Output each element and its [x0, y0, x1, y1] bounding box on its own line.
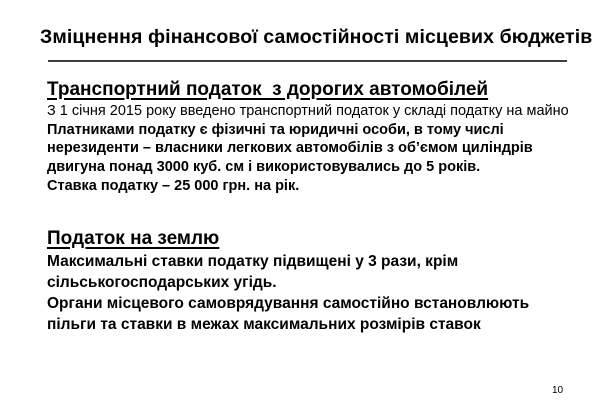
land-tax-line-2: сільськогосподарських угідь. [47, 274, 277, 291]
transport-tax-heading: Транспортний податок з дорогих автомобілей [47, 79, 489, 100]
transport-tax-line-2: Платниками податку є фізичні та юридичні особи, в тому числі [47, 121, 504, 138]
transport-tax-line-5: Ставка податку – 25 000 грн. на рік. [47, 177, 300, 194]
page-number: 10 [552, 385, 564, 396]
land-tax-line-3: Органи місцевого самоврядування самостійно встановлюють [47, 295, 530, 312]
title-divider-rule [48, 60, 567, 62]
transport-tax-line-1: З 1 січня 2015 року введено транспортний податок у складі податку на майно [47, 103, 569, 119]
land-tax-heading: Податок на землю [47, 228, 220, 249]
transport-tax-line-3: нерезиденти – власники легкових автомобілів з об’ємом циліндрів [47, 140, 533, 157]
transport-tax-paragraph [47, 102, 592, 196]
transport-tax-line-4: двигуна понад 3000 куб. см і використовувались до 5 років. [47, 159, 481, 176]
land-tax-paragraph [47, 251, 592, 335]
slide-title: Зміцнення фінансової самостійності місцевих бюджетів [40, 26, 593, 48]
land-tax-line-1: Максимальні ставки податку підвищені у 3 рази, крім [47, 253, 459, 270]
land-tax-line-4: пільги та ставки в межах максимальних розмірів ставок [47, 316, 481, 333]
